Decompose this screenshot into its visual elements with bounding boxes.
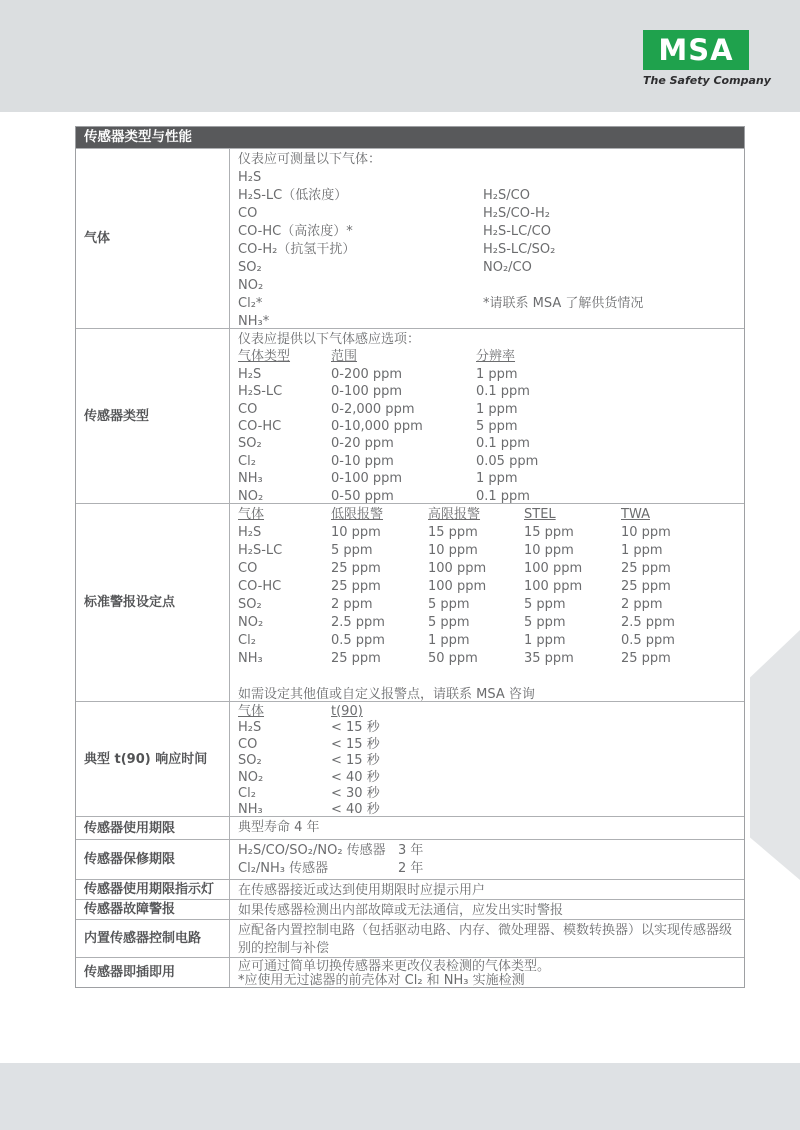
gases-line — [238, 295, 738, 313]
cell-low-alarm: 25 ppm — [331, 579, 381, 594]
row-response-time — [76, 701, 744, 816]
col-header-stel: STEL — [524, 507, 556, 522]
col-header-high-alarm: 高限报警 — [428, 507, 481, 522]
cell-resolution: 1 ppm — [476, 471, 518, 487]
table-title-bar: 传感器类型与性能 — [76, 127, 744, 148]
alarm-row — [238, 578, 738, 596]
cell-gas: H₂S — [238, 525, 262, 540]
cell-gas: Cl₂ — [238, 453, 256, 469]
cell-resolution: 1 ppm — [476, 366, 518, 382]
response-time-row — [238, 786, 738, 802]
cell-stel: 100 ppm — [524, 579, 583, 594]
cell-resolution: 5 ppm — [476, 419, 518, 435]
cell-stel: 15 ppm — [524, 525, 574, 540]
cell-text: Cl₂/NH₃ 传感器 — [238, 861, 329, 876]
cell-gas: H₂S — [238, 366, 262, 382]
response-time-header — [238, 704, 738, 720]
cell-twa: 25 ppm — [621, 561, 671, 576]
cell-high-alarm: 5 ppm — [428, 597, 470, 612]
response-time-row — [238, 802, 738, 816]
cell-resolution: 0.1 ppm — [476, 436, 530, 452]
gas-combo: H₂S-LC/SO₂ — [483, 242, 556, 257]
gases-line — [238, 205, 738, 223]
cell-stel: 100 ppm — [524, 561, 583, 576]
cell-low-alarm: 25 ppm — [331, 651, 381, 666]
sensor-type-row — [238, 366, 738, 383]
cell-gas: NH₃ — [238, 651, 263, 666]
row-plug-and-play-content — [230, 958, 744, 987]
gas-combo: H₂S/CO-H₂ — [483, 206, 550, 221]
cell-stel: 35 ppm — [524, 651, 574, 666]
cell-stel: 10 ppm — [524, 543, 574, 558]
cell-range: 0-50 ppm — [331, 488, 394, 503]
gas-name: NO₂ — [238, 278, 264, 293]
row-sensor-life-content — [230, 817, 744, 839]
row-sensor-types-label: 传感器类型 — [76, 329, 230, 503]
row-end-of-life-indicator-content — [230, 880, 744, 899]
cell-low-alarm: 10 ppm — [331, 525, 381, 540]
gas-name: H₂S-LC（低浓度） — [238, 188, 348, 203]
cell-high-alarm: 15 ppm — [428, 525, 478, 540]
row-builtin-control-circuit-content — [230, 920, 744, 957]
cell-gas: Cl₂ — [238, 786, 256, 802]
row-plug-and-play-label: 传感器即插即用 — [76, 958, 230, 987]
cell-stel: 5 ppm — [524, 615, 566, 630]
gas-combo: *请联系 MSA 了解供货情况 — [483, 296, 644, 311]
text-line — [238, 819, 738, 837]
row-response-time-label: 典型 t(90) 响应时间 — [76, 702, 230, 816]
sensor-types-intro: 仪表应提供以下气体感应选项： — [238, 332, 421, 347]
alarm-row — [238, 524, 738, 542]
row-alarm-setpoints-label: 标准警报设定点 — [76, 504, 230, 701]
cell-resolution: 0.05 ppm — [476, 453, 539, 469]
cell-range: 0-2,000 ppm — [331, 401, 415, 417]
col-header-t90: t(90) — [331, 704, 363, 719]
response-time-row — [238, 770, 738, 786]
alarm-list — [238, 524, 738, 668]
msa-logo — [643, 30, 771, 87]
cell-gas: CO-HC — [238, 579, 282, 594]
cell-twa: 2 ppm — [621, 597, 663, 612]
col-header-gas: 气体 — [238, 704, 265, 719]
response-time-row — [238, 720, 738, 736]
cell-value: 2 年 — [398, 861, 424, 876]
cell-gas: CO — [238, 401, 258, 417]
gas-combo: NO₂/CO — [483, 260, 532, 275]
row-sensor-warranty — [76, 839, 744, 879]
gases-line — [238, 187, 738, 205]
cell-low-alarm: 5 ppm — [331, 543, 373, 558]
gases-line — [238, 259, 738, 277]
cell-range: 0-100 ppm — [331, 471, 403, 487]
cell-gas: Cl₂ — [238, 633, 256, 648]
msa-logo-tagline: The Safety Company — [643, 74, 771, 87]
col-header-resolution: 分辨率 — [476, 349, 516, 365]
cell-resolution: 1 ppm — [476, 401, 518, 417]
sensor-types-list — [238, 366, 738, 503]
cell-gas: H₂S — [238, 720, 262, 736]
cell-range: 0-10 ppm — [331, 453, 394, 469]
cell-t90: < 15 秒 — [331, 753, 380, 769]
alarm-note: 如需设定其他值或自定义报警点，请联系 MSA 咨询 — [238, 687, 535, 701]
col-header-low-alarm: 低限报警 — [331, 507, 384, 522]
cell-resolution: 0.1 ppm — [476, 488, 530, 503]
sensor-type-row — [238, 418, 738, 435]
col-header-twa: TWA — [621, 507, 650, 522]
row-gases-content — [230, 149, 744, 328]
cell-range: 0-10,000 ppm — [331, 419, 423, 435]
cell-gas: CO-HC — [238, 419, 282, 435]
cell-high-alarm: 100 ppm — [428, 561, 487, 576]
text-line: 如果传感器检测出内部故障或无法通信，应发出实时警报 — [238, 903, 564, 918]
cell-low-alarm: 2.5 ppm — [331, 615, 385, 630]
text-line: *应使用无过滤器的前壳体对 Cl₂ 和 NH₃ 实施检测 — [238, 973, 525, 987]
cell-low-alarm: 2 ppm — [331, 597, 373, 612]
sensor-type-row — [238, 435, 738, 452]
cell-gas: SO₂ — [238, 436, 262, 452]
text-line: 应可通过简单切换传感器来更改仪表检测的气体类型。 — [238, 959, 551, 974]
cell-high-alarm: 50 ppm — [428, 651, 478, 666]
alarm-row — [238, 632, 738, 650]
gases-intro: 仪表应可测量以下气体： — [238, 152, 382, 167]
sensor-type-row — [238, 401, 738, 418]
cell-gas: H₂S-LC — [238, 384, 283, 400]
alarm-row — [238, 614, 738, 632]
msa-logo-mark — [643, 30, 749, 70]
cell-high-alarm: 5 ppm — [428, 615, 470, 630]
row-sensor-life-label: 传感器使用期限 — [76, 817, 230, 839]
gas-combo — [483, 277, 738, 295]
cell-t90: < 15 秒 — [331, 736, 380, 752]
cell-high-alarm: 1 ppm — [428, 633, 470, 648]
row-gases-label: 气体 — [76, 149, 230, 328]
sensor-type-row — [238, 470, 738, 487]
row-builtin-control-circuit-label: 内置传感器控制电路 — [76, 920, 230, 957]
text-line: 在传感器接近或达到使用期限时应提示用户 — [238, 883, 486, 898]
cell-gas: SO₂ — [238, 597, 262, 612]
gases-line — [238, 223, 738, 241]
row-sensor-types — [76, 328, 744, 503]
row-alarm-setpoints-content — [230, 504, 744, 701]
row-sensor-warranty-content — [230, 840, 744, 879]
sensor-type-row — [238, 488, 738, 503]
row-end-of-life-indicator — [76, 879, 744, 899]
row-alarm-setpoints — [76, 503, 744, 701]
row-builtin-control-circuit — [76, 919, 744, 957]
row-sensor-fault-alarm-content — [230, 900, 744, 919]
col-header-gas-type: 气体类型 — [238, 349, 291, 365]
cell-low-alarm: 0.5 ppm — [331, 633, 385, 648]
cell-t90: < 40 秒 — [331, 769, 380, 785]
gas-combo: H₂S-LC/CO — [483, 224, 551, 239]
cell-twa: 0.5 ppm — [621, 633, 675, 648]
alarm-row — [238, 650, 738, 668]
cell-twa: 1 ppm — [621, 543, 663, 558]
row-sensor-warranty-label: 传感器保修期限 — [76, 840, 230, 879]
row-sensor-life — [76, 816, 744, 839]
cell-value: 3 年 — [398, 843, 424, 858]
row-plug-and-play — [76, 957, 744, 987]
cell-gas: NO₂ — [238, 615, 264, 630]
gas-combo — [483, 313, 738, 328]
response-time-list — [238, 720, 738, 816]
gases-line — [238, 241, 738, 259]
cell-gas: SO₂ — [238, 753, 262, 769]
response-time-row — [238, 753, 738, 769]
cell-gas: NH₃ — [238, 471, 263, 487]
cell-twa: 2.5 ppm — [621, 615, 675, 630]
cell-low-alarm: 25 ppm — [331, 561, 381, 576]
row-sensor-types-content — [230, 329, 744, 503]
sensor-types-header — [238, 348, 738, 365]
text-line: 应配备内置控制电路（包括驱动电路、内存、微处理器、模数转换器）以实现传感器级别的控制与补偿 — [238, 923, 733, 956]
gas-name: NH₃* — [238, 314, 270, 328]
cell-gas: NH₃ — [238, 802, 263, 816]
cell-gas: NO₂ — [238, 488, 264, 503]
sensor-type-row — [238, 383, 738, 400]
row-sensor-fault-alarm — [76, 899, 744, 919]
cell-gas: H₂S-LC — [238, 543, 283, 558]
cell-range: 0-20 ppm — [331, 436, 394, 452]
cell-twa: 25 ppm — [621, 579, 671, 594]
sensor-type-row — [238, 453, 738, 470]
cell-gas: CO — [238, 736, 258, 752]
msa-logo-text: MSA — [658, 33, 734, 67]
sensor-spec-table — [75, 126, 745, 988]
cell-twa: 25 ppm — [621, 651, 671, 666]
cell-twa: 10 ppm — [621, 525, 671, 540]
cell-stel: 5 ppm — [524, 597, 566, 612]
cell-high-alarm: 10 ppm — [428, 543, 478, 558]
gases-line — [238, 313, 738, 328]
cell-t90: < 30 秒 — [331, 786, 380, 802]
row-sensor-fault-alarm-label: 传感器故障警报 — [76, 900, 230, 919]
cell-gas: NO₂ — [238, 769, 264, 785]
alarm-row — [238, 596, 738, 614]
cell-resolution: 0.1 ppm — [476, 384, 530, 400]
cell-text: 典型寿命 4 年 — [238, 820, 320, 835]
cell-high-alarm: 100 ppm — [428, 579, 487, 594]
alarm-row — [238, 560, 738, 578]
gas-combo: H₂S/CO — [483, 188, 530, 203]
row-gases — [76, 148, 744, 328]
gases-line — [238, 277, 738, 295]
gases-list — [238, 169, 738, 328]
gas-name: Cl₂* — [238, 296, 263, 311]
gas-combo — [483, 169, 738, 187]
cell-t90: < 40 秒 — [331, 802, 380, 816]
gas-name: CO-H₂（抗氢干扰） — [238, 242, 356, 257]
gas-name: H₂S — [238, 170, 262, 185]
cell-gas: CO — [238, 561, 258, 576]
row-end-of-life-indicator-label: 传感器使用期限指示灯 — [76, 880, 230, 899]
cell-range: 0-100 ppm — [331, 384, 403, 400]
text-line — [238, 842, 738, 860]
cell-stel: 1 ppm — [524, 633, 566, 648]
row-response-time-content — [230, 702, 744, 816]
cell-t90: < 15 秒 — [331, 720, 380, 736]
gas-name: CO-HC（高浓度）* — [238, 224, 353, 239]
gas-name: CO — [238, 206, 258, 221]
gases-line — [238, 169, 738, 187]
decorative-chevron-shape — [750, 630, 800, 880]
bottom-gray-band — [0, 1063, 800, 1130]
alarm-row — [238, 542, 738, 560]
alarm-header — [238, 506, 738, 524]
cell-range: 0-200 ppm — [331, 366, 403, 382]
col-header-gas: 气体 — [238, 507, 265, 522]
gas-name: SO₂ — [238, 260, 262, 275]
col-header-range: 范围 — [331, 349, 358, 365]
response-time-row — [238, 737, 738, 753]
cell-text: H₂S/CO/SO₂/NO₂ 传感器 — [238, 843, 386, 858]
text-line — [238, 860, 738, 878]
